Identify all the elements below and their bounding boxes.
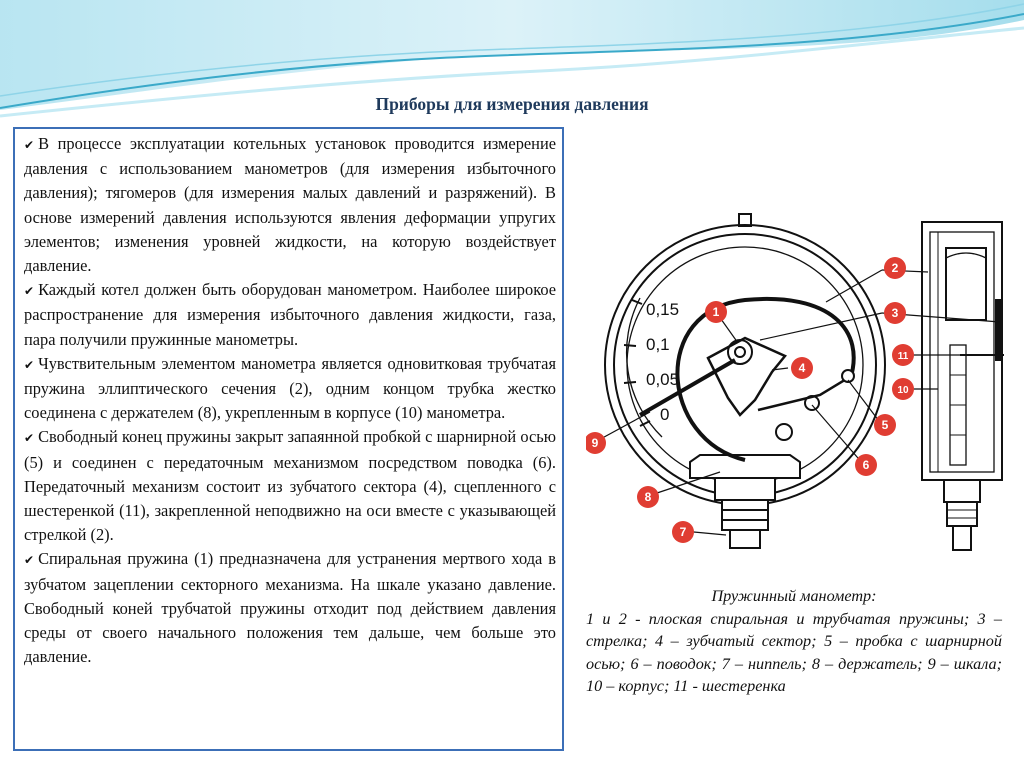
callout-label: 4 xyxy=(798,361,806,375)
check-icon: ✔ xyxy=(24,357,35,372)
text-box xyxy=(13,127,564,751)
paragraph: ✔ Каждый котел должен быть оборудован манометром. Наиболее широкое распространение для измерения избыточного давления жидкости, газа, пара получили пружинные манометры. xyxy=(24,280,556,349)
callout-label: 10 xyxy=(897,385,909,396)
scale-label: 0,15 xyxy=(646,300,680,319)
paragraph: ✔ В процессе эксплуатации котельных установок проводится измерение давления с использованием манометров (для измерения избыточного давления); тягомеров (для измерения малых давлений и разряжений). В основе измерений давления используются явления деформации упругих элементов; изменения уровней жидкости, на которую воздействует давление. xyxy=(24,134,556,276)
callout-label: 1 xyxy=(712,305,720,319)
callout-label: 11 xyxy=(897,351,909,362)
scale-label: 0,05 xyxy=(646,370,680,389)
callout-label: 9 xyxy=(591,436,599,450)
check-icon: ✔ xyxy=(24,284,35,299)
callout-label: 5 xyxy=(881,418,889,432)
check-icon: ✔ xyxy=(24,553,35,568)
callout-label: 8 xyxy=(644,490,652,504)
figure-caption xyxy=(586,585,1002,698)
caption-title: Пружинный манометр: xyxy=(711,587,877,605)
caption-text: 1 и 2 - плоская спиральная и трубчатая пружины; 3 – стрелка; 4 – зубчатый сектор; 5 – пробка с шарнирной осью; 6 – поводок; 7 – ниппель; 8 – держатель; 9 – шкала; 10 – корпус; 11 - шестеренка xyxy=(586,609,1002,695)
check-icon: ✔ xyxy=(24,138,35,152)
scale-label: 0,1 xyxy=(646,335,670,354)
callout-label: 2 xyxy=(891,261,899,275)
callout-label: 6 xyxy=(862,458,870,472)
slide-title: Приборы для измерения давления xyxy=(375,94,649,114)
callout-label: 3 xyxy=(891,306,899,320)
paragraph: ✔ Спиральная пружина (1) предназначена для устранения мертвого хода в зубчатом зацеплении секторного механизма. На шкале указано давление. Свободный коней трубчатой пружины отходит под действием давления среды от своего начального положения тем дальше, чем больше это давление. xyxy=(24,549,556,667)
scale-label: 0 xyxy=(660,405,670,424)
paragraph: ✔ Свободный конец пружины закрыт запаянной пробкой с шарнирной осью (5) и соединен с передаточным механизмом посредством поводка (6). Передаточный механизм состоит из зубчатого сектора (4), сцепленного с шестеренкой (11), закрепленной неподвижно на оси вместе с указывающей стрелкой (2). xyxy=(24,427,556,545)
paragraph: ✔ Чувствительным элементом манометра является одновитковая трубчатая пружина эллиптического сечения (2), одним концом трубка жестко соединена с держателем (8), укрепленным в корпусе (10) манометра. xyxy=(24,353,556,423)
callout-label: 7 xyxy=(679,525,687,539)
pressure-gauge-diagram xyxy=(586,180,1024,570)
check-icon: ✔ xyxy=(24,431,35,446)
